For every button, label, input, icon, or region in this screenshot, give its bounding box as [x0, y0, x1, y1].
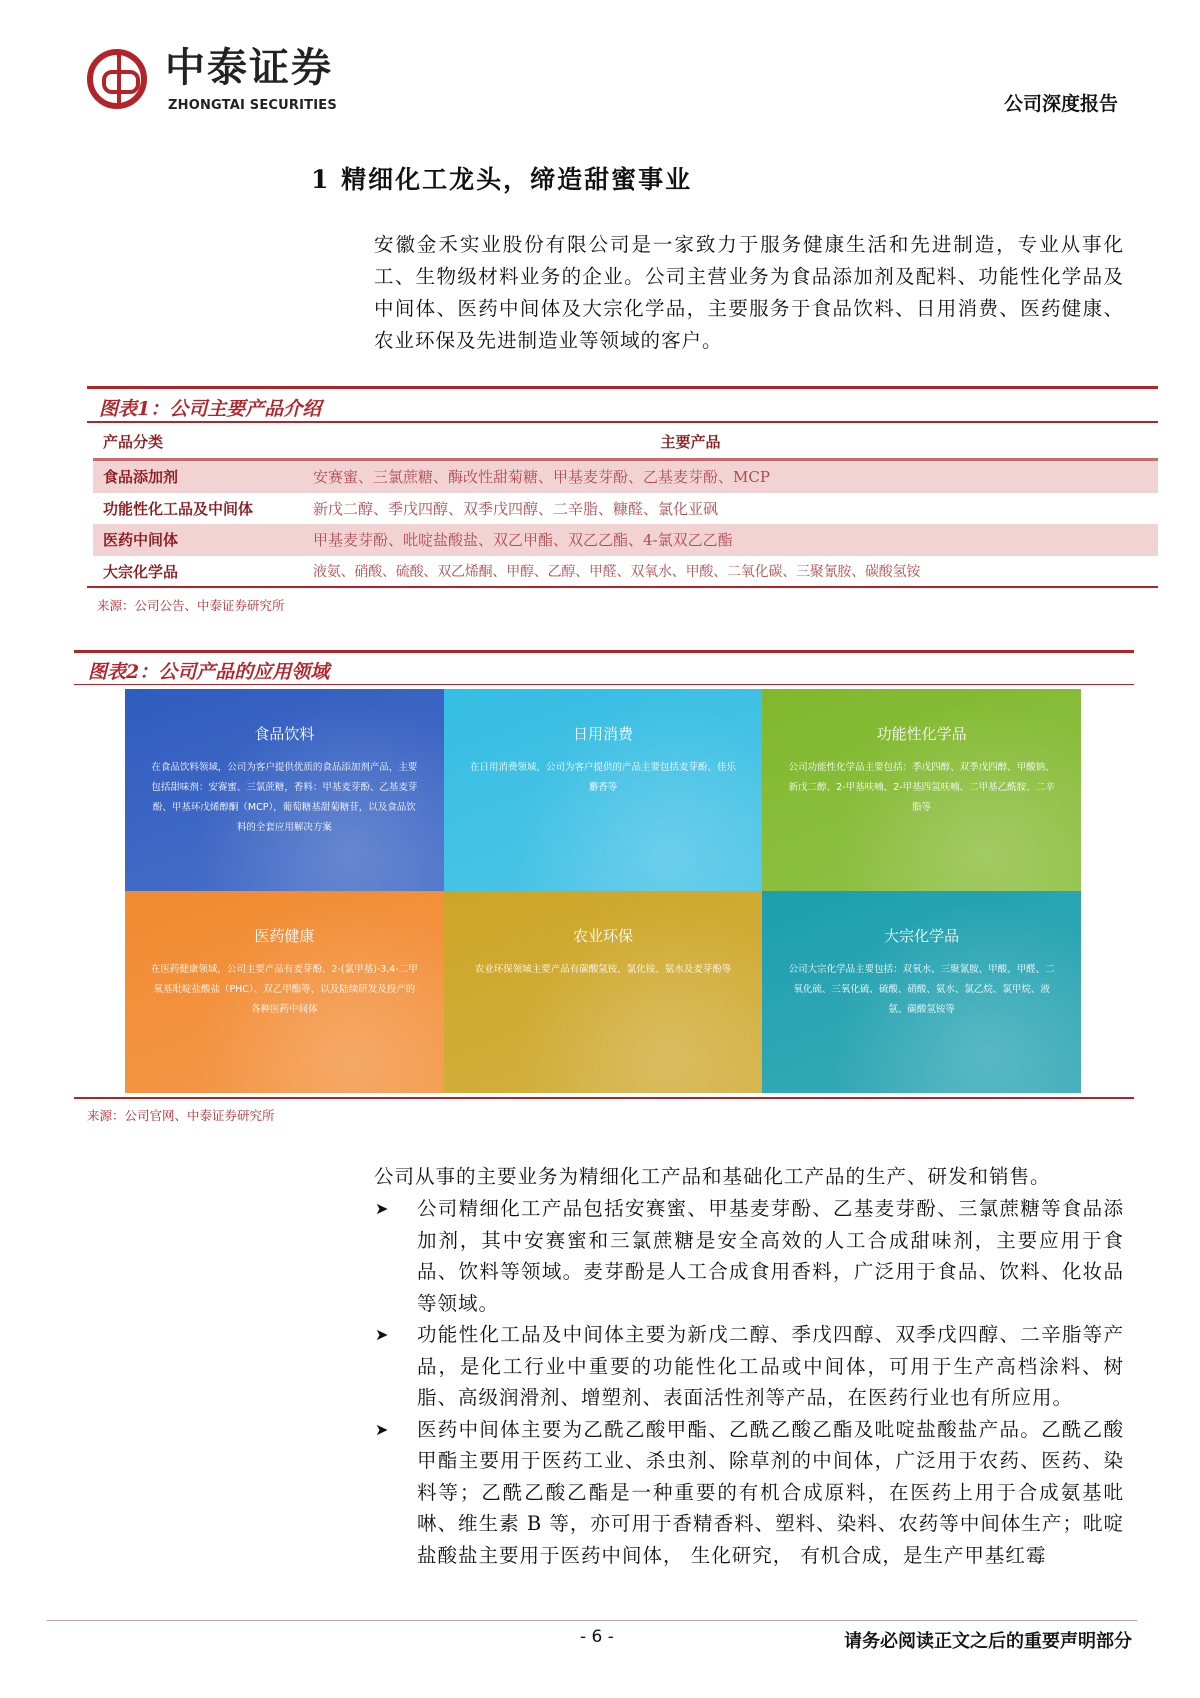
bullet-text: 医药中间体主要为乙酰乙酸甲酯、乙酰乙酸乙酯及吡啶盐酸盐产品。乙酰乙酸甲酯主要用于医药工业、杀虫剂、除草剂的中间体，广泛用于农药、医药、染料等；乙酰乙酸乙酯是一种重要的有机合成原料，在医药上用于合成氨基吡啉、维生素 B 等，亦可用于香精香料、塑料、染料、农药等中间体生产；吡啶盐酸盐主要用于医药中间体， 生化研究， 有机合成，是生产甲基红霉: [417, 1417, 1124, 1567]
report-type: 公司深度报告: [1003, 93, 1118, 115]
figure2-top-rule: [74, 650, 1134, 653]
figure1-bottom-rule: [87, 586, 1158, 588]
tile-title: 医药健康: [254, 927, 315, 945]
bullet-item: [375, 1319, 1124, 1414]
application-fields-image: [125, 689, 1081, 1093]
figure2-title: 图表2：公司产品的应用领域: [88, 661, 330, 683]
row-category: 功能性化工品及中间体: [103, 499, 254, 518]
arrow-bullet-icon: ➤: [375, 1419, 390, 1439]
zhongtai-logo-icon: [87, 49, 147, 109]
tile-desc: 在食品饮料领域，公司为客户提供优质的食品添加剂产品，主要包括甜味剂：安赛蜜、三氯蔗糖，香料：甲基麦芽酚、乙基麦芽酚、甲基环戊烯醇酮（MCP），葡萄糖基甜菊糖苷，以及食品饮料的全套应用解决方案: [151, 762, 418, 833]
table-row: [93, 524, 1158, 556]
tile-desc: 在医药健康领域，公司主要产品有麦芽酚、2-(氯甲基)-3,4-二甲氧基吡啶盐酸盐（PHC）、双乙甲酯等，以及陆续研发及投产的各种医药中间体: [150, 964, 418, 1015]
bullet-text: 公司精细化工产品包括安赛蜜、甲基麦芽酚、乙基麦芽酚、三氯蔗糖等食品添加剂，其中安赛蜜和三氯蔗糖是安全高效的人工合成甜味剂，主要应用于食品、饮料等领域。麦芽酚是人工合成食用香料，广泛用于食品、饮料、化妆品等领域。: [417, 1197, 1124, 1315]
figure2-title-rule: [74, 684, 1134, 685]
row-category: 医药中间体: [93, 524, 303, 556]
tile-pharma-health: [125, 891, 444, 1093]
intro-paragraph: 安徽金禾实业股份有限公司是一家致力于服务健康生活和先进制造，专业从事化工、生物级材料业务的企业。公司主营业务为食品添加剂及配料、功能性化学品及中间体、医药中间体及大宗化学品，主要服务于食品饮料、日用消费、医药健康、农业环保及先进制造业等领域的客户。: [374, 233, 1124, 352]
tile-title: 功能性化学品: [876, 725, 967, 743]
page-number: - 6 -: [580, 1627, 614, 1647]
tile-title: 大宗化学品: [884, 927, 960, 945]
table-header-row: [93, 424, 1158, 460]
body-text: [374, 1161, 1124, 1571]
tile-title: 农业环保: [572, 927, 633, 945]
table-row: [93, 556, 1158, 588]
product-table: [93, 424, 1158, 587]
tile-food-beverage: [125, 689, 444, 891]
arrow-bullet-icon: ➤: [375, 1199, 390, 1218]
disclaimer-note: 请务必阅读正文之后的重要声明部分: [844, 1631, 1132, 1652]
figure1-title: 图表1：公司主要产品介绍: [99, 398, 322, 420]
tile-desc: 公司大宗化学品主要包括：双氧水、三聚氰胺、甲酸、甲醛、二氧化硫、三氧化硫、硫酸、硝酸、氨水、氯乙烷、氯甲烷、液氨、碳酸氢铵等: [788, 964, 1055, 1015]
figure1-title-rule: [87, 421, 1158, 423]
figure2-source: 来源：公司官网、中泰证券研究所: [87, 1108, 275, 1123]
row-category: 大宗化学品: [103, 562, 179, 581]
tile-desc: 农业环保领域主要产品有碳酸氢铵、氯化铵、氨水及麦芽酚等: [474, 964, 732, 975]
tile-desc: 公司功能性化学品主要包括：季戊四醇、双季戊四醇、甲酸钠、新戊二醇、2-甲基呋喃、2-甲基四氢呋喃、二甲基乙酰胺、二辛脂等: [788, 762, 1055, 813]
bullet-text: 功能性化工品及中间体主要为新戊二醇、季戊四醇、双季戊四醇、二辛脂等产品，是化工行业中重要的功能性化工品或中间体，可用于生产高档涂料、树脂、高级润滑剂、增塑剂、表面活性剂等产品，在医药行业也有所应用。: [417, 1323, 1124, 1409]
tile-daily-consumption: [444, 689, 763, 891]
header-products: 主要产品: [303, 424, 1158, 460]
bullet-item: [375, 1414, 1124, 1572]
tile-bulk-chemicals: [762, 891, 1081, 1093]
tile-title: 日用消费: [572, 725, 633, 743]
bullet-item: [375, 1193, 1124, 1319]
figure1-top-rule: [87, 386, 1158, 389]
arrow-bullet-icon: ➤: [375, 1325, 390, 1344]
figure2-bottom-rule: [74, 1097, 1134, 1099]
tile-agri-environment: [444, 891, 763, 1093]
table-row: [93, 460, 1158, 493]
logo-text-cn: 中泰证券: [165, 45, 333, 91]
table-row: [93, 493, 1158, 525]
footer-rule: [47, 1620, 1137, 1621]
body-lead: 公司从事的主要业务为精细化工产品和基础化工产品的生产、研发和销售。: [374, 1165, 1051, 1188]
section-heading: 1 精细化工龙头，缔造甜蜜事业: [311, 165, 693, 194]
row-products: 甲基麦芽酚、吡啶盐酸盐、双乙甲酯、双乙乙酯、4-氯双乙乙酯: [303, 524, 1158, 556]
row-products: 安赛蜜、三氯蔗糖、酶改性甜菊糖、甲基麦芽酚、乙基麦芽酚、MCP: [303, 460, 1158, 493]
row-products: 液氨、硝酸、硫酸、双乙烯酮、甲醇、乙醇、甲醛、双氧水、甲酸、二氧化碳、三聚氰胺、碳酸氢铵: [313, 564, 921, 581]
tile-title: 食品饮料: [254, 725, 315, 743]
logo-text-en: ZHONGTAI SECURITIES: [168, 98, 337, 113]
tile-desc: 在日用消费领域，公司为客户提供的产品主要包括麦芽酚、佳乐麝香等: [469, 762, 736, 793]
figure1-source: 来源：公司公告、中泰证券研究所: [97, 598, 285, 613]
row-products: 新戊二醇、季戊四醇、双季戊四醇、二辛脂、糠醛、氯化亚砜: [313, 499, 719, 518]
row-category: 食品添加剂: [93, 460, 303, 493]
tile-functional-chemicals: [762, 689, 1081, 891]
header-category: 产品分类: [93, 424, 303, 460]
